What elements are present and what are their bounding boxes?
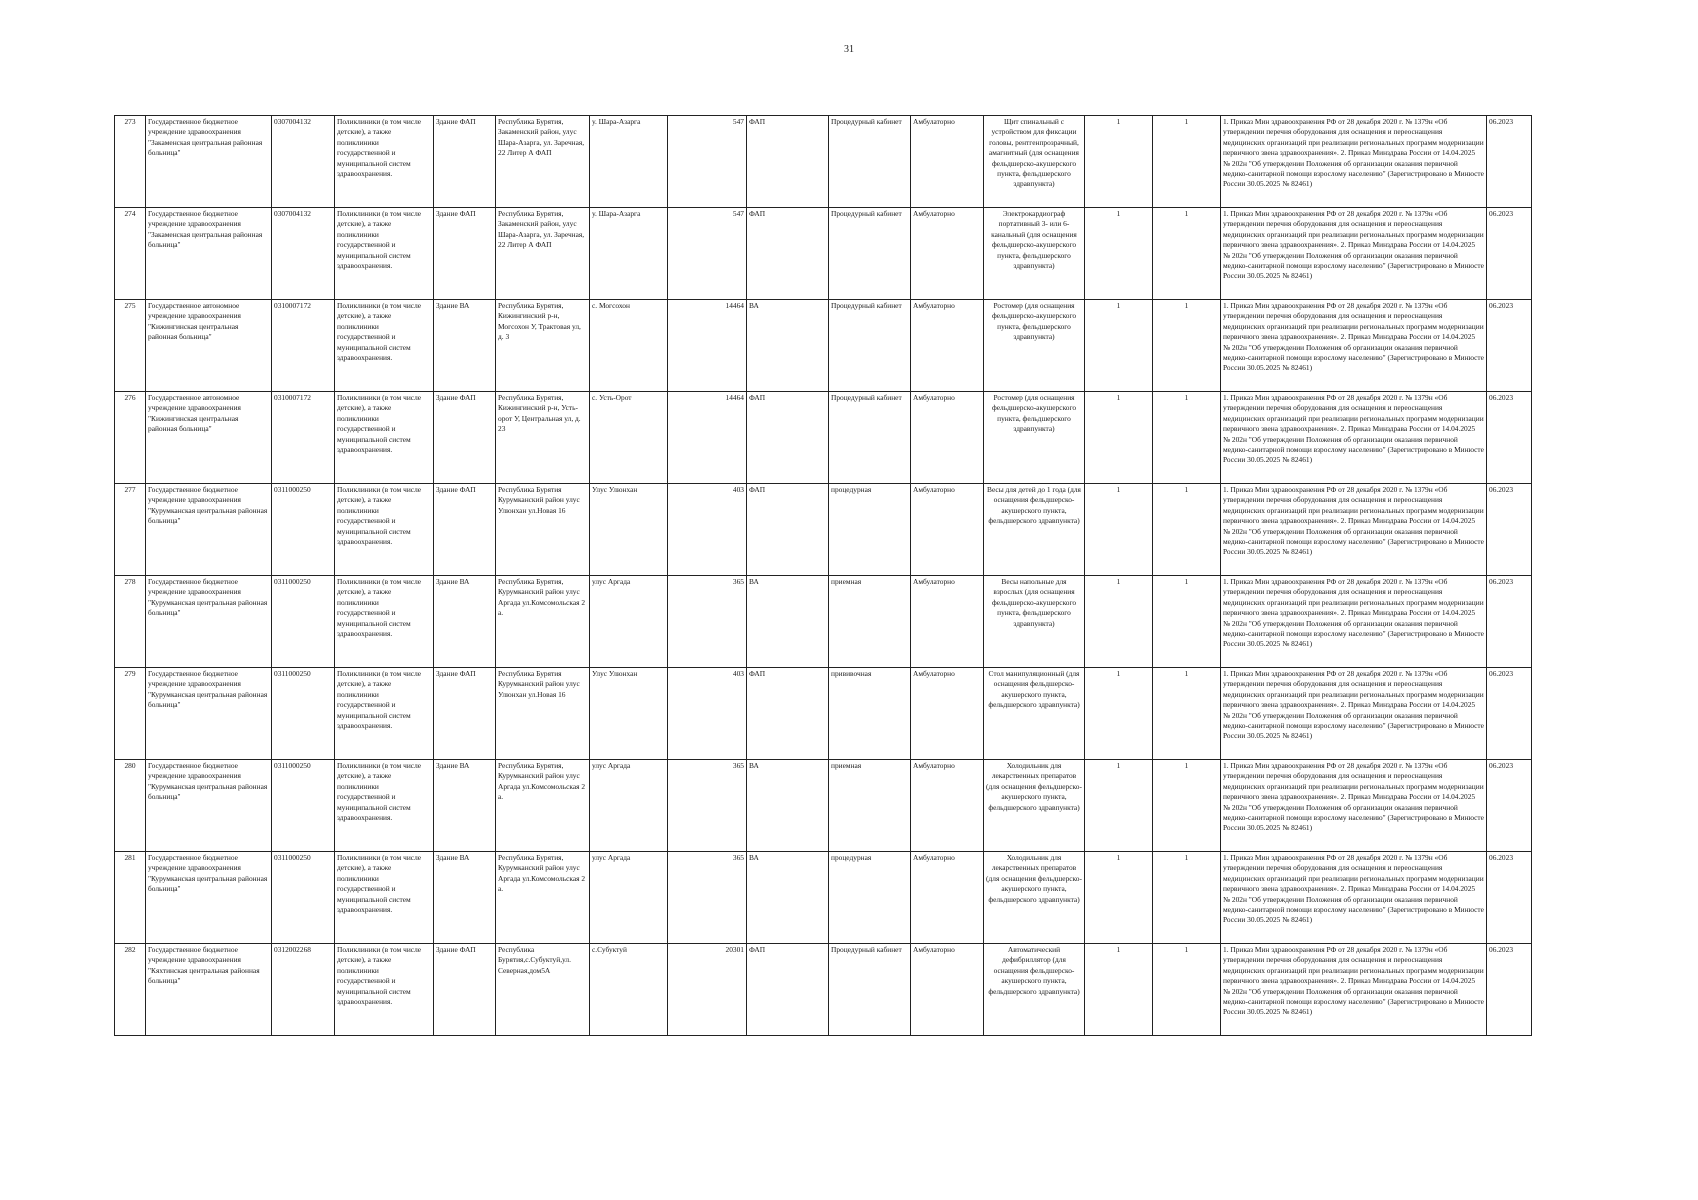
room-cell: процедурная [829,484,911,576]
care-form-cell: Амбулаторно [911,852,984,944]
date-cell: 06.2023 [1487,944,1532,1036]
date-cell: 06.2023 [1487,116,1532,208]
organization-name-cell: Государственное бюджетное учреждение здравоохранения "Курумканская центральная районная больница" [146,484,272,576]
care-form-cell: Амбулаторно [911,116,984,208]
unit-type-cell: ФАП [747,392,829,484]
unit-type-cell: ФАП [747,668,829,760]
population-cell: 20301 [668,944,747,1036]
table-row [115,484,1532,576]
equipment-name-cell: Электрокардиограф портативный 3- или 6-канальный (для оснащения фельдшерско-акушерского пункта, фельдшерского здравпункта) [984,208,1085,300]
facility-type-cell: Поликлиники (в том числе детские), а также поликлиники государственной и муниципальной систем здравоохранения. [335,576,434,668]
date-cell: 06.2023 [1487,576,1532,668]
care-form-cell: Амбулаторно [911,760,984,852]
unit-type-cell: ФАП [747,484,829,576]
quantity-2-cell: 1 [1153,576,1221,668]
row-number-cell: 279 [115,668,146,760]
address-cell: Республика Бурятия, Закаменский район, улус Шара-Азарга, ул. Заречная, 22 Литер А ФАП [496,208,590,300]
facility-type-cell: Поликлиники (в том числе детские), а также поликлиники государственной и муниципальной систем здравоохранения. [335,392,434,484]
quantity-1-cell: 1 [1085,760,1153,852]
address-cell: Республика Бурятия, Курумканский район улус Аргада ул.Комсомольская 2 а. [496,576,590,668]
inn-cell: 0307004132 [272,116,335,208]
facility-type-cell: Поликлиники (в том числе детские), а также поликлиники государственной и муниципальной систем здравоохранения. [335,944,434,1036]
quantity-1-cell: 1 [1085,944,1153,1036]
equipment-name-cell: Ростомер (для оснащения фельдшерско-акушерского пункта, фельдшерского здравпункта) [984,300,1085,392]
legal-basis-cell: 1. Приказ Мин здравоохранения РФ от 28 декабря 2020 г. № 1379н «Об утверждении перечня оборудования для оснащения и переоснащения медицинских организаций при реализации региональных программ модернизации первичного звена здравоохранения». 2. Приказ Минздрава России от 14.04.2025 № 202н "Об утверждении Положения об организации оказания первичной медико-санитарной помощи взрослому населению" (Зарегистрировано в Минюсте России 30.05.2025 № 82461) [1221,668,1487,760]
legal-basis-cell: 1. Приказ Мин здравоохранения РФ от 28 декабря 2020 г. № 1379н «Об утверждении перечня оборудования для оснащения и переоснащения медицинских организаций при реализации региональных программ модернизации первичного звена здравоохранения». 2. Приказ Минздрава России от 14.04.2025 № 202н "Об утверждении Положения об организации оказания первичной медико-санитарной помощи взрослому населению" (Зарегистрировано в Минюсте России 30.05.2025 № 82461) [1221,576,1487,668]
care-form-cell: Амбулаторно [911,300,984,392]
organization-name-cell: Государственное бюджетное учреждение здравоохранения "Курумканская центральная районная больница" [146,576,272,668]
quantity-2-cell: 1 [1153,116,1221,208]
building-cell: Здание ФАП [434,668,496,760]
population-cell: 14464 [668,392,747,484]
equipment-name-cell: Автоматический дефибриллятор (для оснащения фельдшерско-акушерского пункта, фельдшерского здравпункта) [984,944,1085,1036]
row-number-cell: 282 [115,944,146,1036]
inn-cell: 0311000250 [272,668,335,760]
inn-cell: 0307004132 [272,208,335,300]
inn-cell: 0311000250 [272,484,335,576]
settlement-cell: Улус Улюнхан [590,484,668,576]
address-cell: Республика Бурятия, Курумканский район улус Аргада ул.Комсомольская 2 а. [496,852,590,944]
settlement-cell: улус Аргада [590,760,668,852]
inn-cell: 0310007172 [272,300,335,392]
settlement-cell: у. Шара-Азарга [590,116,668,208]
care-form-cell: Амбулаторно [911,668,984,760]
population-cell: 365 [668,760,747,852]
table-row [115,300,1532,392]
equipment-name-cell: Щит спинальный с устройством для фиксации головы, рентгенпрозрачный, амагнитный (для оснащения фельдшерско-акушерского пункта, фельдшерского здравпункта) [984,116,1085,208]
date-cell: 06.2023 [1487,392,1532,484]
date-cell: 06.2023 [1487,852,1532,944]
building-cell: Здание ФАП [434,208,496,300]
row-number-cell: 273 [115,116,146,208]
settlement-cell: с. Могсохон [590,300,668,392]
organization-name-cell: Государственное бюджетное учреждение здравоохранения "Кяхтинская центральная районная больница" [146,944,272,1036]
building-cell: Здание ВА [434,760,496,852]
organization-name-cell: Государственное бюджетное учреждение здравоохранения "Закаменская центральная районная больница" [146,116,272,208]
settlement-cell: у. Шара-Азарга [590,208,668,300]
equipment-name-cell: Ростомер (для оснащения фельдшерско-акушерского пункта, фельдшерского здравпункта) [984,392,1085,484]
address-cell: Республика Бурятия Курумканский район улус Улюнхан ул.Новая 16 [496,668,590,760]
organization-name-cell: Государственное бюджетное учреждение здравоохранения "Курумканская центральная районная больница" [146,668,272,760]
room-cell: Процедурный кабинет [829,944,911,1036]
quantity-2-cell: 1 [1153,760,1221,852]
row-number-cell: 277 [115,484,146,576]
settlement-cell: с.Субуктуй [590,944,668,1036]
date-cell: 06.2023 [1487,668,1532,760]
row-number-cell: 275 [115,300,146,392]
quantity-2-cell: 1 [1153,668,1221,760]
quantity-1-cell: 1 [1085,668,1153,760]
quantity-1-cell: 1 [1085,116,1153,208]
quantity-2-cell: 1 [1153,484,1221,576]
unit-type-cell: ВА [747,300,829,392]
unit-type-cell: ВА [747,852,829,944]
quantity-2-cell: 1 [1153,944,1221,1036]
room-cell: приемная [829,576,911,668]
address-cell: Республика Бурятия, Закаменский район, улус Шара-Азарга, ул. Заречная, 22 Литер А ФАП [496,116,590,208]
unit-type-cell: ФАП [747,208,829,300]
population-cell: 365 [668,852,747,944]
building-cell: Здание ФАП [434,392,496,484]
building-cell: Здание ФАП [434,944,496,1036]
equipment-name-cell: Весы напольные для взрослых (для оснащения фельдшерско-акушерского пункта, фельдшерского здравпункта) [984,576,1085,668]
inn-cell: 0311000250 [272,576,335,668]
table-row [115,116,1532,208]
unit-type-cell: ВА [747,576,829,668]
building-cell: Здание ФАП [434,116,496,208]
facility-type-cell: Поликлиники (в том числе детские), а также поликлиники государственной и муниципальной систем здравоохранения. [335,484,434,576]
facility-type-cell: Поликлиники (в том числе детские), а также поликлиники государственной и муниципальной систем здравоохранения. [335,116,434,208]
care-form-cell: Амбулаторно [911,484,984,576]
equipment-name-cell: Стол манипуляционный (для оснащения фельдшерско-акушерского пункта, фельдшерского здравпункта) [984,668,1085,760]
row-number-cell: 274 [115,208,146,300]
care-form-cell: Амбулаторно [911,208,984,300]
address-cell: Республика Бурятия Курумканский район улус Улюнхан ул.Новая 16 [496,484,590,576]
facility-type-cell: Поликлиники (в том числе детские), а также поликлиники государственной и муниципальной систем здравоохранения. [335,760,434,852]
organization-name-cell: Государственное автономное учреждение здравоохранения "Кижингинская центральная районная больница" [146,392,272,484]
room-cell: прививочная [829,668,911,760]
legal-basis-cell: 1. Приказ Мин здравоохранения РФ от 28 декабря 2020 г. № 1379н «Об утверждении перечня оборудования для оснащения и переоснащения медицинских организаций при реализации региональных программ модернизации первичного звена здравоохранения». 2. Приказ Минздрава России от 14.04.2025 № 202н "Об утверждении Положения об организации оказания первичной медико-санитарной помощи взрослому населению" (Зарегистрировано в Минюсте России 30.05.2025 № 82461) [1221,300,1487,392]
facility-type-cell: Поликлиники (в том числе детские), а также поликлиники государственной и муниципальной систем здравоохранения. [335,852,434,944]
legal-basis-cell: 1. Приказ Мин здравоохранения РФ от 28 декабря 2020 г. № 1379н «Об утверждении перечня оборудования для оснащения и переоснащения медицинских организаций при реализации региональных программ модернизации первичного звена здравоохранения». 2. Приказ Минздрава России от 14.04.2025 № 202н "Об утверждении Положения об организации оказания первичной медико-санитарной помощи взрослому населению" (Зарегистрировано в Минюсте России 30.05.2025 № 82461) [1221,760,1487,852]
date-cell: 06.2023 [1487,760,1532,852]
date-cell: 06.2023 [1487,300,1532,392]
unit-type-cell: ФАП [747,116,829,208]
quantity-1-cell: 1 [1085,300,1153,392]
row-number-cell: 276 [115,392,146,484]
organization-name-cell: Государственное автономное учреждение здравоохранения "Кижингинская центральная районная больница" [146,300,272,392]
building-cell: Здание ФАП [434,484,496,576]
date-cell: 06.2023 [1487,208,1532,300]
room-cell: Процедурный кабинет [829,208,911,300]
row-number-cell: 281 [115,852,146,944]
legal-basis-cell: 1. Приказ Мин здравоохранения РФ от 28 декабря 2020 г. № 1379н «Об утверждении перечня оборудования для оснащения и переоснащения медицинских организаций при реализации региональных программ модернизации первичного звена здравоохранения». 2. Приказ Минздрава России от 14.04.2025 № 202н "Об утверждении Положения об организации оказания первичной медико-санитарной помощи взрослому населению" (Зарегистрировано в Минюсте России 30.05.2025 № 82461) [1221,944,1487,1036]
building-cell: Здание ВА [434,576,496,668]
table-row [115,944,1532,1036]
facility-type-cell: Поликлиники (в том числе детские), а также поликлиники государственной и муниципальной систем здравоохранения. [335,668,434,760]
legal-basis-cell: 1. Приказ Мин здравоохранения РФ от 28 декабря 2020 г. № 1379н «Об утверждении перечня оборудования для оснащения и переоснащения медицинских организаций при реализации региональных программ модернизации первичного звена здравоохранения». 2. Приказ Минздрава России от 14.04.2025 № 202н "Об утверждении Положения об организации оказания первичной медико-санитарной помощи взрослому населению" (Зарегистрировано в Минюсте России 30.05.2025 № 82461) [1221,852,1487,944]
equipment-name-cell: Холодильник для лекарственных препаратов (для оснащения фельдшерско-акушерского пункта, фельдшерского здравпункта) [984,760,1085,852]
date-cell: 06.2023 [1487,484,1532,576]
table-row [115,208,1532,300]
settlement-cell: Улус Улюнхан [590,668,668,760]
quantity-1-cell: 1 [1085,852,1153,944]
population-cell: 547 [668,208,747,300]
care-form-cell: Амбулаторно [911,576,984,668]
organization-name-cell: Государственное бюджетное учреждение здравоохранения "Закаменская центральная районная больница" [146,208,272,300]
inn-cell: 0312002268 [272,944,335,1036]
population-cell: 365 [668,576,747,668]
quantity-2-cell: 1 [1153,208,1221,300]
room-cell: приемная [829,760,911,852]
table-row [115,760,1532,852]
row-number-cell: 280 [115,760,146,852]
inn-cell: 0311000250 [272,852,335,944]
facility-type-cell: Поликлиники (в том числе детские), а также поликлиники государственной и муниципальной систем здравоохранения. [335,300,434,392]
equipment-name-cell: Холодильник для лекарственных препаратов (для оснащения фельдшерско-акушерского пункта, фельдшерского здравпункта) [984,852,1085,944]
organization-name-cell: Государственное бюджетное учреждение здравоохранения "Курумканская центральная районная больница" [146,852,272,944]
legal-basis-cell: 1. Приказ Мин здравоохранения РФ от 28 декабря 2020 г. № 1379н «Об утверждении перечня оборудования для оснащения и переоснащения медицинских организаций при реализации региональных программ модернизации первичного звена здравоохранения». 2. Приказ Минздрава России от 14.04.2025 № 202н "Об утверждении Положения об организации оказания первичной медико-санитарной помощи взрослому населению" (Зарегистрировано в Минюсте России 30.05.2025 № 82461) [1221,484,1487,576]
care-form-cell: Амбулаторно [911,392,984,484]
inn-cell: 0311000250 [272,760,335,852]
address-cell: Республика Бурятия, Кижингинский р-н, Могсохон У, Трактовая ул, д. 3 [496,300,590,392]
building-cell: Здание ВА [434,300,496,392]
population-cell: 403 [668,668,747,760]
building-cell: Здание ВА [434,852,496,944]
population-cell: 14464 [668,300,747,392]
room-cell: Процедурный кабинет [829,300,911,392]
table-row [115,576,1532,668]
table-row [115,852,1532,944]
equipment-name-cell: Весы для детей до 1 года (для оснащения фельдшерско-акушерского пункта, фельдшерского здравпункта) [984,484,1085,576]
address-cell: Республика Бурятия, Кижингинский р-н, Усть-орот У, Центральная ул, д. 23 [496,392,590,484]
legal-basis-cell: 1. Приказ Мин здравоохранения РФ от 28 декабря 2020 г. № 1379н «Об утверждении перечня оборудования для оснащения и переоснащения медицинских организаций при реализации региональных программ модернизации первичного звена здравоохранения». 2. Приказ Минздрава России от 14.04.2025 № 202н "Об утверждении Положения об организации оказания первичной медико-санитарной помощи взрослому населению" (Зарегистрировано в Минюсте России 30.05.2025 № 82461) [1221,392,1487,484]
quantity-2-cell: 1 [1153,300,1221,392]
address-cell: Республика Бурятия,с.Субуктуй,ул. Северная,дом5А [496,944,590,1036]
table-row [115,392,1532,484]
population-cell: 547 [668,116,747,208]
quantity-1-cell: 1 [1085,484,1153,576]
settlement-cell: с. Усть-Орот [590,392,668,484]
population-cell: 403 [668,484,747,576]
facility-type-cell: Поликлиники (в том числе детские), а также поликлиники государственной и муниципальной систем здравоохранения. [335,208,434,300]
page-number: 31 [844,44,854,55]
equipment-table [114,115,1532,1036]
quantity-1-cell: 1 [1085,392,1153,484]
unit-type-cell: ВА [747,760,829,852]
care-form-cell: Амбулаторно [911,944,984,1036]
inn-cell: 0310007172 [272,392,335,484]
settlement-cell: улус Аргада [590,852,668,944]
legal-basis-cell: 1. Приказ Мин здравоохранения РФ от 28 декабря 2020 г. № 1379н «Об утверждении перечня оборудования для оснащения и переоснащения медицинских организаций при реализации региональных программ модернизации первичного звена здравоохранения». 2. Приказ Минздрава России от 14.04.2025 № 202н "Об утверждении Положения об организации оказания первичной медико-санитарной помощи взрослому населению" (Зарегистрировано в Минюсте России 30.05.2025 № 82461) [1221,208,1487,300]
room-cell: Процедурный кабинет [829,116,911,208]
address-cell: Республика Бурятия, Курумканский район улус Аргада ул.Комсомольская 2 а. [496,760,590,852]
room-cell: процедурная [829,852,911,944]
settlement-cell: улус Аргада [590,576,668,668]
quantity-1-cell: 1 [1085,208,1153,300]
quantity-2-cell: 1 [1153,852,1221,944]
table-row [115,668,1532,760]
unit-type-cell: ФАП [747,944,829,1036]
room-cell: Процедурный кабинет [829,392,911,484]
quantity-2-cell: 1 [1153,392,1221,484]
row-number-cell: 278 [115,576,146,668]
organization-name-cell: Государственное бюджетное учреждение здравоохранения "Курумканская центральная районная больница" [146,760,272,852]
quantity-1-cell: 1 [1085,576,1153,668]
legal-basis-cell: 1. Приказ Мин здравоохранения РФ от 28 декабря 2020 г. № 1379н «Об утверждении перечня оборудования для оснащения и переоснащения медицинских организаций при реализации региональных программ модернизации первичного звена здравоохранения». 2. Приказ Минздрава России от 14.04.2025 № 202н "Об утверждении Положения об организации оказания первичной медико-санитарной помощи взрослому населению" (Зарегистрировано в Минюсте России 30.05.2025 № 82461) [1221,116,1487,208]
